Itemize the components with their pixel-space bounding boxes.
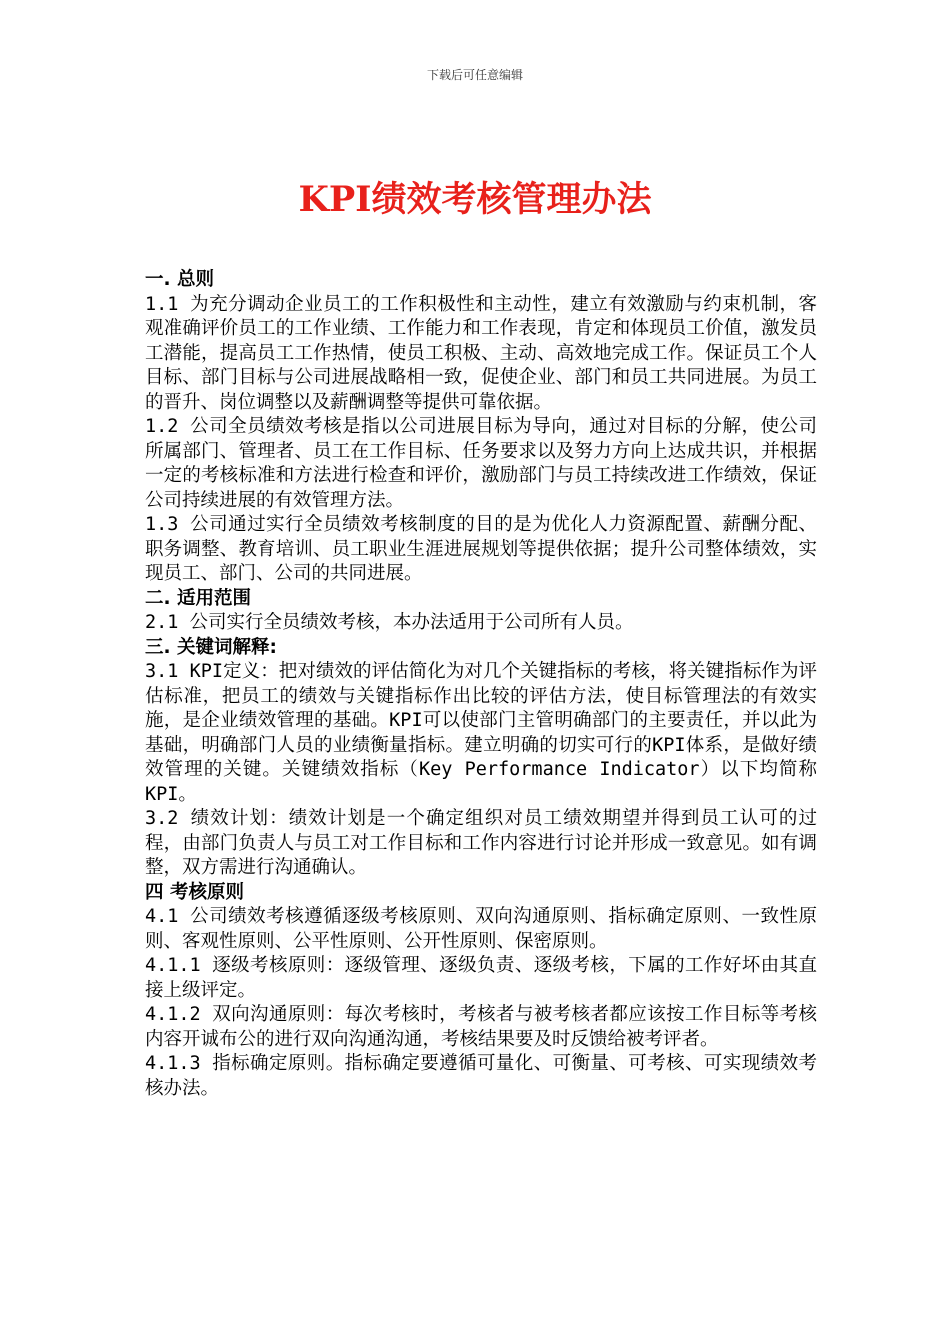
section-heading-keywords: 三. 关键词解释: [145, 636, 277, 658]
section-heading-general: 一. 总则 [145, 269, 214, 290]
paragraph-4-1-2: 4.1.2 双向沟通原则：每次考核时，考核者与被考核者都应该按工作目标等考核内容开诚布公的进行双向沟通沟通，考核结果要及时反馈给被考评者。 [145, 1004, 817, 1050]
paragraph-4-1: 4.1 公司绩效考核遵循逐级考核原则、双向沟通原则、指标确定原则、一致性原则、客观性原则、公平性原则、公开性原则、保密原则。 [145, 906, 817, 952]
paragraph-1-1: 1.1 为充分调动企业员工的工作积极性和主动性，建立有效激励与约束机制，客观准确评价员工的工作业绩、工作能力和工作表现，肯定和体现员工价值，激发员工潜能，提高员工工作热情，使员工积极、主动、高效地完成工作。保证员工个人目标、部门目标与公司进展战略相一致，促使企业、部门和员工共同进展。为员工的晋升、岗位调整以及薪酬调整等提供可靠依据。 [145, 293, 817, 413]
paragraph-1-3: 1.3 公司通过实行全员绩效考核制度的目的是为优化人力资源配置、薪酬分配、职务调整、教育培训、员工职业生涯进展规划等提供依据；提升公司整体绩效，实现员工、部门、公司的共同进展。 [145, 514, 817, 584]
paragraph-3-1: 3.1 KPI定义：把对绩效的评估简化为对几个关键指标的考核，将关键指标作为评估标准，把员工的绩效与关键指标作出比较的评估方法，使目标管理法的有效实施，是企业绩效管理的基础。KPI可以使部门主管明确部门的主要责任，并以此为基础，明确部门人员的业绩衡量指标。建立明确的切实可行的KPI体系，是做好绩效管理的关键。关键绩效指标（Key Performance Indicator）以下均简称KPI。 [145, 661, 817, 805]
paragraph-4-1-3: 4.1.3 指标确定原则。指标确定要遵循可量化、可衡量、可考核、可实现绩效考核办法。 [145, 1053, 817, 1099]
paragraph-1-2: 1.2 公司全员绩效考核是指以公司进展目标为导向，通过对目标的分解，使公司所属部门、管理者、员工在工作目标、任务要求以及努力方向上达成共识，并根据一定的考核标准和方法进行检查和评价，激励部门与员工持续改进工作绩效，保证公司持续进展的有效管理方法。 [145, 416, 817, 511]
document-title: KPI绩效考核管理办法 [298, 179, 652, 220]
section-heading-scope: 二. 适用范围 [145, 587, 251, 609]
paragraph-4-1-1: 4.1.1 逐级考核原则：逐级管理、逐级负责、逐级考核，下属的工作好坏由其直接上级评定。 [145, 955, 817, 1001]
paragraph-3-2: 3.2 绩效计划：绩效计划是一个确定组织对员工绩效期望并得到员工认可的过程，由部门负责人与员工对工作目标和工作内容进行讨论并形成一致意见。如有调整，双方需进行沟通确认。 [145, 808, 817, 878]
section-heading-principles: 四 考核原则 [145, 881, 244, 903]
header-note: 下载后可任意编辑 [426, 68, 523, 82]
document-body [145, 268, 817, 1101]
paragraph-2-1: 2.1 公司实行全员绩效考核，本办法适用于公司所有人员。 [145, 612, 634, 633]
